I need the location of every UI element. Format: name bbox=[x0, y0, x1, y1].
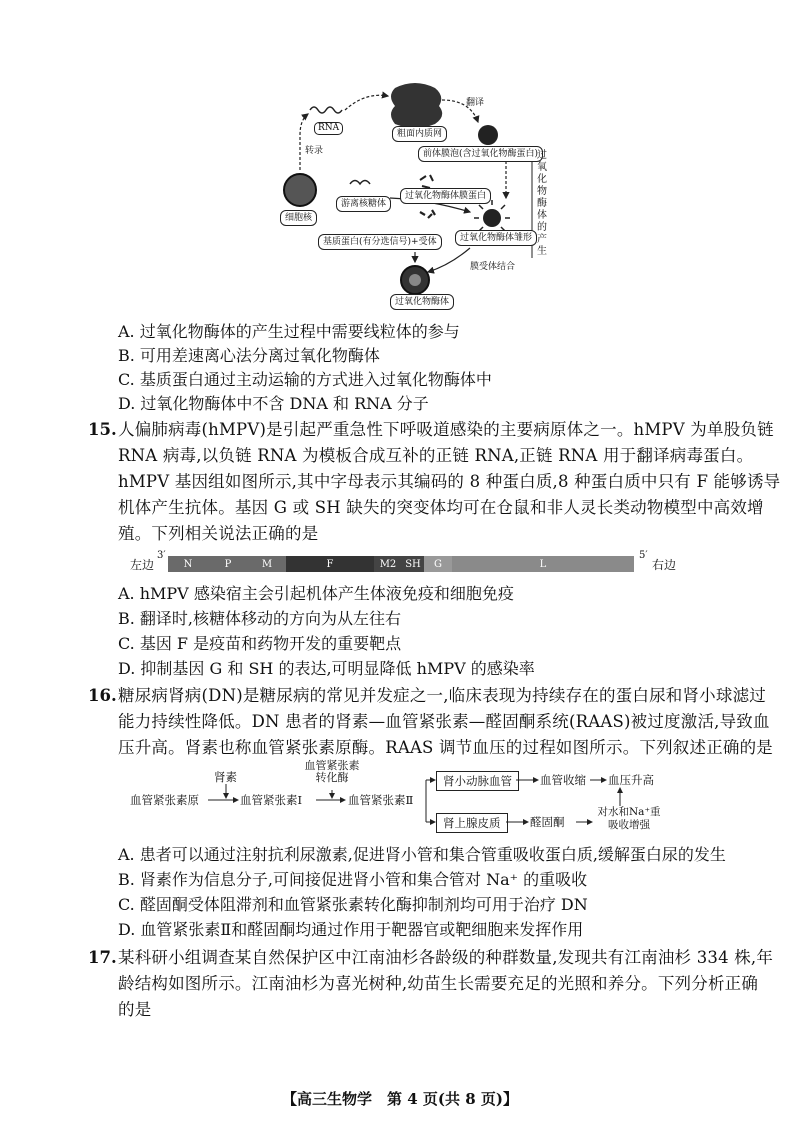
transcription-label: 转录 bbox=[305, 146, 324, 156]
q16-stem-line: 糖尿病肾病(DN)是糖尿病的常见并发症之一,临床表现为持续存在的蛋白尿和肾小球滤过 bbox=[118, 686, 766, 705]
precursor-vesicle-label: 前体膜泡(含过氧化物酶蛋白) bbox=[418, 146, 543, 162]
q14-option-d: D. 过氧化物酶体中不含 DNA 和 RNA 分子 bbox=[118, 394, 429, 413]
q15-option-a: A. hMPV 感染宿主会引起机体产生体液免疫和细胞免疫 bbox=[118, 584, 514, 603]
q15-stem-line: RNA 病毒,以负链 RNA 为模板合成互补的正链 RNA,正链 RNA 用于翻译病毒蛋白。 bbox=[118, 446, 754, 465]
rna-label: RNA bbox=[314, 122, 343, 135]
q15-stem-line: hMPV 基因组如图所示,其中字母表示其编码的 8 种蛋白质,8 种蛋白质中只有 F 能够诱导 bbox=[118, 472, 781, 491]
angiotensin-1-label: 血管紧张素Ⅰ bbox=[240, 793, 303, 807]
rer-label: 粗面内质网 bbox=[392, 126, 447, 142]
q15-option-b: B. 翻译时,核糖体移动的方向为从左往右 bbox=[118, 609, 402, 628]
bp-up-label: 血压升高 bbox=[608, 773, 654, 787]
gene-l: L bbox=[452, 556, 634, 572]
gene-m2: M2 bbox=[374, 556, 403, 572]
gene-n: N bbox=[168, 556, 209, 572]
precursor-vesicle-icon bbox=[478, 125, 498, 145]
peroxisome-prototype-icon bbox=[483, 209, 501, 227]
renal-arteriole-box: 肾小动脉血管 bbox=[436, 771, 519, 791]
rna-wave-icon bbox=[310, 107, 342, 113]
q16-option-d: D. 血管紧张素Ⅱ和醛固酮均通过作用于靶器官或靶细胞来发挥作用 bbox=[118, 920, 584, 939]
prototype-label: 过氧化物酶体雏形 bbox=[455, 230, 537, 246]
peroxisome-production-vertical-label: 过氧化物酶体的产生 bbox=[537, 150, 547, 257]
q16-stem-line: 压升高。肾素也称血管紧张素原酶。RAAS 调节血压的过程如图所示。下列叙述正确的是 bbox=[118, 738, 774, 757]
raas-flow-figure bbox=[130, 759, 690, 840]
q15-stem-line: 人偏肺病毒(hMPV)是引起严重急性下呼吸道感染的主要病原体之一。hMPV 为单股负链 bbox=[118, 420, 774, 439]
peroxisome-figure bbox=[270, 80, 570, 312]
aldosterone-label: 醛固酮 bbox=[530, 815, 565, 829]
gene-f: F bbox=[286, 556, 375, 572]
q16-stem-line: 能力持续性降低。DN 患者的肾素—血管紧张素—醛固酮系统(RAAS)被过度激活,导致血 bbox=[118, 712, 770, 731]
gene-p: P bbox=[208, 556, 249, 572]
nucleus-label: 细胞核 bbox=[280, 210, 317, 226]
q15-stem-line: 殖。下列相关说法正确的是 bbox=[118, 524, 319, 543]
translation-label: 翻译 bbox=[466, 98, 485, 108]
membrane-protein-label: 过氧化物酶体膜蛋白 bbox=[400, 188, 491, 204]
genome-right-label: 右边 bbox=[652, 558, 677, 572]
adrenal-cortex-box: 肾上腺皮质 bbox=[436, 813, 508, 833]
q17-stem-line: 龄结构如图所示。江南油杉为喜光树种,幼苗生长需要充足的光照和养分。下列分析正确 bbox=[118, 974, 759, 993]
reabsorption-label: 对水和Na⁺重吸收增强 bbox=[597, 806, 661, 831]
q14-option-c: C. 基质蛋白通过主动运输的方式进入过氧化物酶体中 bbox=[118, 370, 492, 389]
q16-option-a: A. 患者可以通过注射抗利尿激素,促进肾小管和集合管重吸收蛋白质,缓解蛋白尿的发生 bbox=[118, 845, 726, 864]
matrix-protein-label: 基质蛋白(有分选信号)+受体 bbox=[318, 234, 442, 250]
q17-number: 17. bbox=[88, 948, 117, 967]
q17-stem-line: 某科研小组调查某自然保护区中江南油杉各龄级的种群数量,发现共有江南油杉 334 株,年 bbox=[118, 948, 774, 967]
genome-figure bbox=[130, 550, 690, 580]
angiotensin-2-label: 血管紧张素Ⅱ bbox=[348, 793, 414, 807]
q14-option-b: B. 可用差速离心法分离过氧化物酶体 bbox=[118, 346, 380, 365]
page-footer: 【高三生物学 第 4 页(共 8 页)】 bbox=[282, 1090, 518, 1108]
genome-5prime-label: 5′ bbox=[639, 550, 648, 561]
free-ribosome-icon bbox=[350, 181, 370, 185]
vasoconstriction-label: 血管收缩 bbox=[540, 773, 586, 787]
free-ribosome-label: 游离核糖体 bbox=[336, 196, 391, 212]
receptor-binding-label: 膜受体结合 bbox=[470, 262, 516, 272]
gene-m: M bbox=[248, 556, 287, 572]
q16-option-c: C. 醛固酮受体阻滞剂和血管紧张素转化酶抑制剂均可用于治疗 DN bbox=[118, 895, 588, 914]
ace-label: 血管紧张素转化酶 bbox=[304, 759, 360, 784]
nucleus-icon bbox=[284, 174, 316, 206]
q15-option-c: C. 基因 F 是疫苗和药物开发的重要靶点 bbox=[118, 634, 402, 653]
genome-3prime-label: 3′ bbox=[157, 550, 166, 561]
gene-sh: SH bbox=[402, 556, 425, 572]
q15-option-d: D. 抑制基因 G 和 SH 的表达,可明显降低 hMPV 的感染率 bbox=[118, 659, 535, 678]
rer-icon bbox=[391, 83, 442, 128]
gene-g: G bbox=[424, 556, 453, 572]
genome-bar bbox=[168, 556, 634, 572]
q16-number: 16. bbox=[88, 686, 117, 705]
q15-stem-line: 机体产生抗体。基因 G 或 SH 缺失的突变体均可在仓鼠和非人灵长类动物模型中高效增 bbox=[118, 498, 764, 517]
peroxisome-label: 过氧化物酶体 bbox=[390, 294, 454, 310]
q14-option-a: A. 过氧化物酶体的产生过程中需要线粒体的参与 bbox=[118, 322, 460, 341]
renin-label: 肾素 bbox=[214, 770, 237, 784]
genome-left-label: 左边 bbox=[130, 558, 155, 572]
q17-stem-line: 的是 bbox=[118, 1000, 152, 1019]
q15-number: 15. bbox=[88, 420, 117, 439]
angiotensinogen-label: 血管紧张素原 bbox=[130, 793, 199, 807]
q16-option-b: B. 肾素作为信息分子,可间接促进肾小管和集合管对 Na⁺ 的重吸收 bbox=[118, 870, 588, 889]
